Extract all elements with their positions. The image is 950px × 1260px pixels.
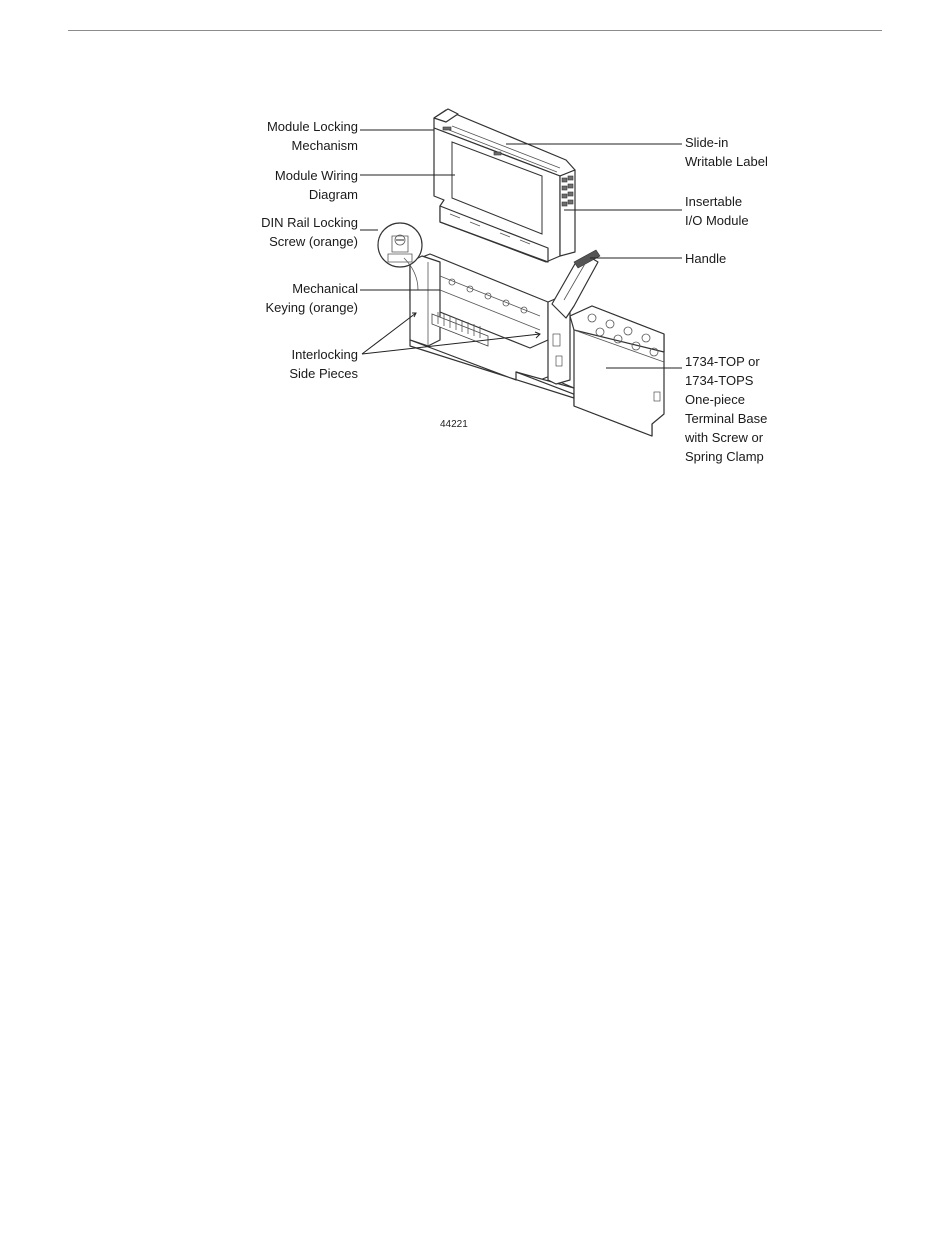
figure-number: 44221	[440, 419, 468, 430]
label-din-rail-locking-screw: DIN Rail Locking Screw (orange)	[261, 215, 358, 249]
label-module-wiring-diagram: Module Wiring Diagram	[274, 168, 358, 202]
label-insertable-io-module: Insertable I/O Module	[685, 194, 749, 228]
label-mechanical-keying: Mechanical Keying (orange)	[265, 281, 358, 315]
label-terminal-base: 1734-TOP or 1734-TOPS One-piece Terminal Base with Screw or Spring Clamp	[685, 354, 768, 464]
terminal-base-body	[410, 254, 664, 436]
label-slide-in-writable-label: Slide-in Writable Label	[685, 135, 768, 169]
label-module-locking-mechanism: Module Locking Mechanism	[266, 119, 358, 153]
label-interlocking-side-pieces: Interlocking Side Pieces	[289, 347, 358, 381]
label-handle: Handle	[685, 251, 727, 266]
io-module-body	[434, 109, 575, 262]
